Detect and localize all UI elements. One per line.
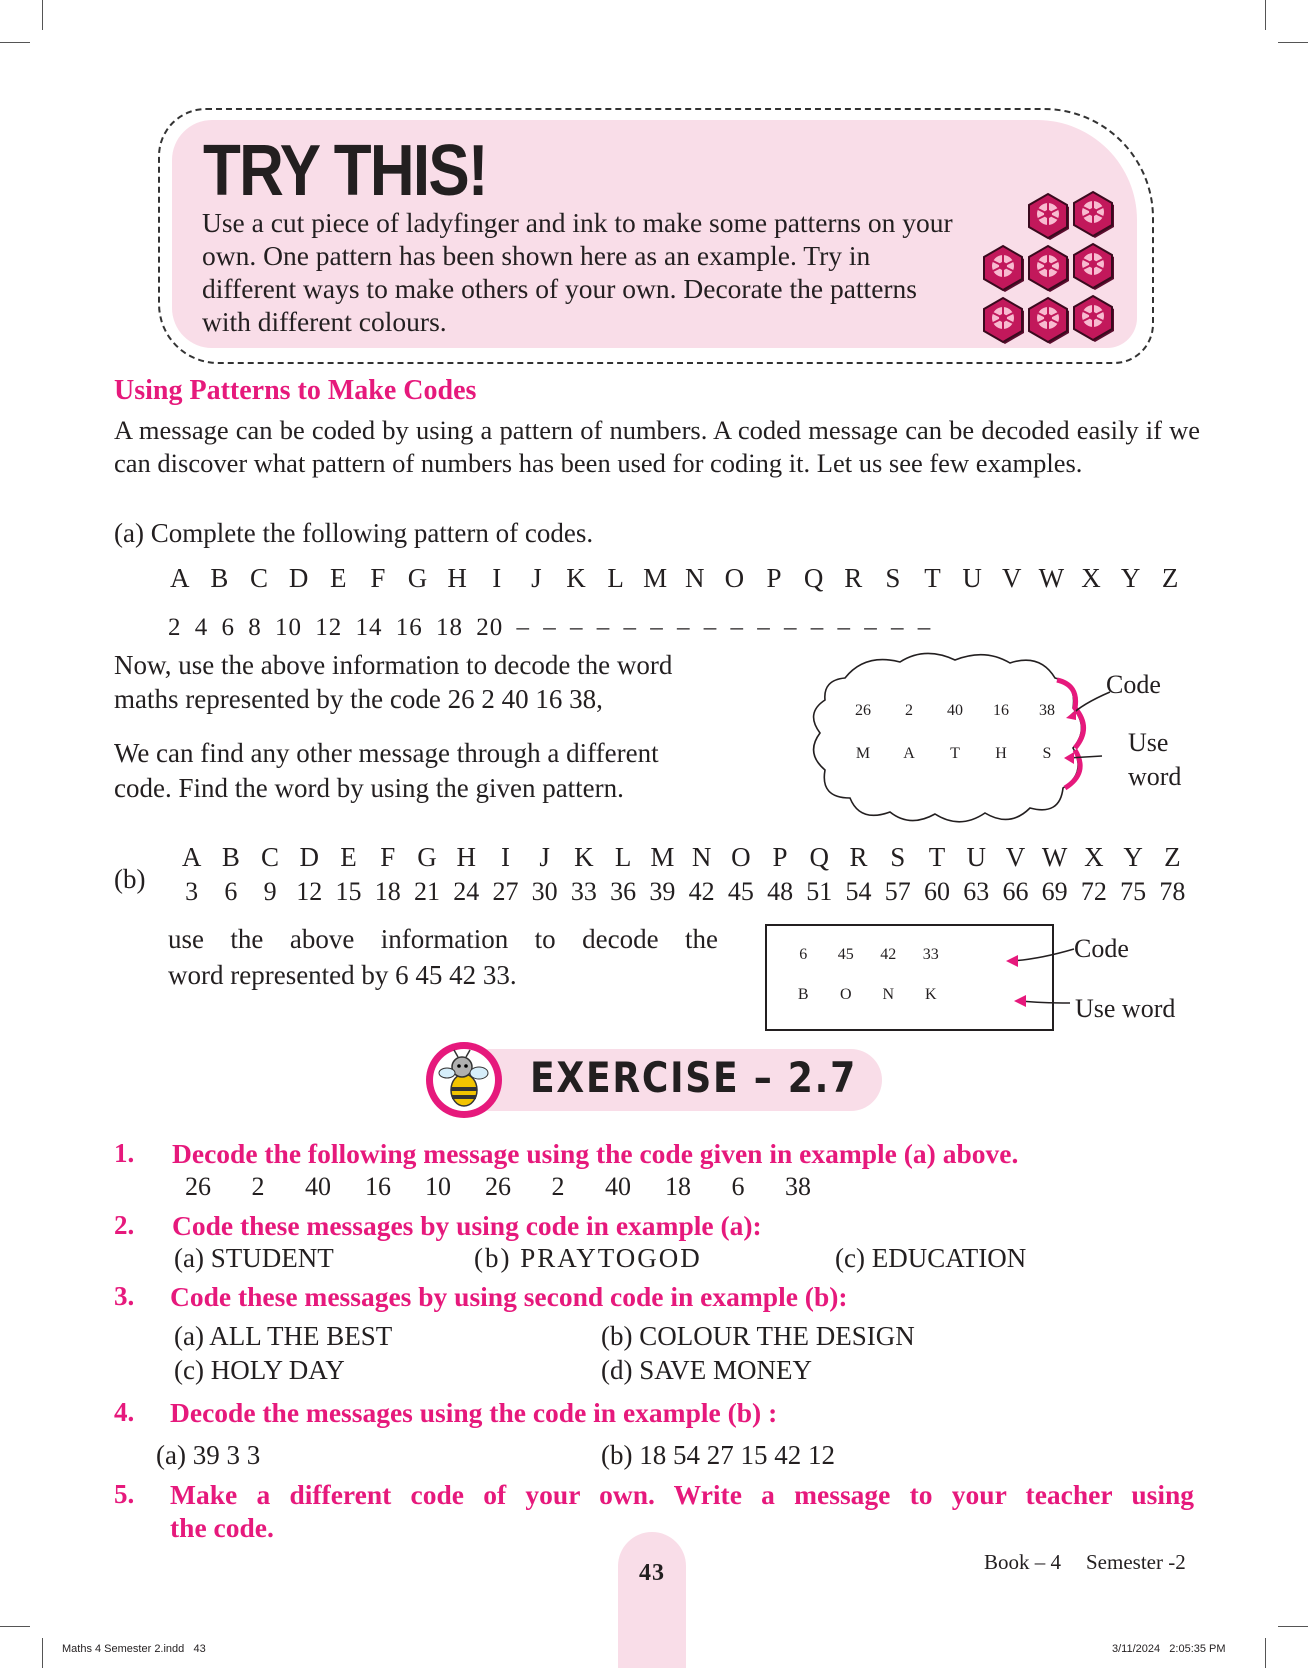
q1-code: 6 [731, 1172, 745, 1201]
code-b-number: 45 [727, 877, 754, 906]
code-b-letter: G [417, 842, 437, 872]
cloud-code: 40 [947, 702, 963, 719]
q1-code: 40 [305, 1172, 331, 1201]
crop-mark [0, 42, 30, 43]
box-letter: K [924, 986, 937, 1003]
code-b-number: 21 [413, 877, 440, 906]
q3-d: (d) SAVE MONEY [601, 1355, 813, 1385]
code-b-number: 54 [845, 877, 872, 906]
cloud-code: 16 [993, 702, 1009, 719]
q4-a: (a) 39 3 3 [156, 1440, 261, 1470]
q1-code: 38 [785, 1172, 811, 1201]
code-a-letter: L [607, 563, 624, 593]
footer-timestamp: 3/11/2024 2:05:35 PM [1112, 1643, 1226, 1655]
box-code: 6 [799, 946, 808, 963]
code-a-letter: O [724, 563, 745, 593]
code-a-letters [160, 563, 1190, 599]
crop-mark [0, 1626, 30, 1627]
box-codes [782, 946, 952, 978]
q2-c: (c) EDUCATION [835, 1243, 1027, 1273]
code-b-number: 9 [263, 877, 277, 906]
cloud-letter: T [950, 745, 960, 762]
crop-mark [42, 0, 43, 30]
cloud-shape [805, 648, 1095, 830]
code-a-letter: Q [803, 563, 824, 593]
q5-text-line1: Make a different code of your own. Write a message to your teacher using [170, 1479, 1194, 1510]
crop-mark [42, 1638, 43, 1668]
code-a-letter: V [1001, 563, 1022, 593]
q1-codes [168, 1172, 828, 1204]
footer-book: Book – 4 [984, 1550, 1062, 1574]
code-b-letter: J [539, 842, 550, 872]
q4-number: 4. [114, 1397, 135, 1427]
code-b-letter: S [890, 842, 906, 872]
code-b-letter: Z [1164, 842, 1181, 872]
code-a-letter: J [531, 563, 542, 593]
code-b-number: 30 [531, 877, 558, 906]
code-a-letter: D [288, 563, 309, 593]
footer-semester: Semester -2 [1086, 1550, 1186, 1574]
code-b-letter: L [614, 842, 632, 872]
cloud-letter: A [903, 745, 915, 762]
code-b-number: 48 [767, 877, 794, 906]
code-b-numbers [172, 877, 1192, 911]
q1-code: 2 [551, 1172, 565, 1201]
code-a-letter: B [210, 563, 229, 593]
code-b-letter: K [574, 842, 594, 872]
box-letter: O [839, 986, 852, 1003]
q3-b: (b) COLOUR THE DESIGN [601, 1321, 915, 1351]
cloud-letter: H [995, 745, 1007, 762]
code-b-number: 36 [610, 877, 637, 906]
code-b-number: 60 [923, 877, 950, 906]
code-b-number: 57 [884, 877, 911, 906]
q5-text-line2: the code. [170, 1512, 274, 1543]
code-a-letter: W [1038, 563, 1065, 593]
box-letter: B [797, 986, 809, 1003]
footer-file: Maths 4 Semester 2.indd 43 [62, 1643, 206, 1655]
code-b-number: 72 [1080, 877, 1107, 906]
box-label-code: Code [1074, 934, 1129, 963]
box-letters [782, 986, 952, 1018]
code-b-letter: X [1084, 842, 1104, 872]
code-b-letter: I [500, 842, 510, 872]
q2-text: Code these messages by using code in example (a): [172, 1210, 762, 1241]
q1-code: 18 [665, 1172, 691, 1201]
q2-number: 2. [114, 1210, 135, 1240]
code-b-letter: T [928, 842, 946, 872]
code-a-letter: X [1081, 563, 1101, 593]
code-b-letter: Q [809, 842, 830, 872]
q2-a: (a) STUDENT [174, 1243, 334, 1273]
cloud-label-word: word [1128, 762, 1182, 791]
code-b-number: 42 [688, 877, 715, 906]
code-a-numbers: 2 4 6 8 10 12 14 16 18 20 – – – – – – – – – – – – – – – – [168, 614, 932, 641]
box-letter: N [882, 986, 895, 1003]
try-this-title: TRY THIS! [203, 131, 487, 211]
ladyfinger-print-icon [965, 190, 1115, 360]
code-a-letter: N [685, 563, 705, 593]
code-b-letter: R [849, 842, 868, 872]
cloud-codes [840, 702, 1070, 734]
code-b-number: 24 [453, 877, 480, 906]
q1-code: 26 [185, 1172, 211, 1201]
cloud-letters [840, 745, 1070, 777]
q1-code: 40 [605, 1172, 631, 1201]
code-b-letter: V [1005, 842, 1026, 872]
q3-a: (a) ALL THE BEST [174, 1321, 393, 1351]
code-a-letter: H [447, 563, 467, 593]
code-a-letter: I [492, 563, 502, 593]
section-heading: Using Patterns to Make Codes [114, 375, 477, 406]
decode-text-line1: Now, use the above information to decode the word [114, 650, 673, 680]
code-b-number: 18 [374, 877, 401, 906]
code-b-number: 78 [1159, 877, 1186, 906]
cloud-letter: M [855, 745, 871, 762]
box-code: 42 [880, 946, 897, 963]
crop-mark [1278, 42, 1308, 43]
code-b-number: 66 [1002, 877, 1029, 906]
q3-number: 3. [114, 1281, 135, 1311]
code-b-number: 75 [1120, 877, 1147, 906]
q1-code: 26 [485, 1172, 511, 1201]
code-b-letter: D [299, 842, 320, 872]
code-a-letter: F [370, 563, 386, 593]
box-code: 33 [922, 946, 939, 963]
crop-mark [1278, 1626, 1308, 1627]
crop-mark [1265, 1638, 1266, 1668]
box-code: 45 [837, 946, 854, 963]
box-arrows [1000, 935, 1080, 1015]
code-b-letter: H [456, 842, 476, 872]
code-b-number: 27 [492, 877, 519, 906]
code-b-number: 51 [806, 877, 833, 906]
cloud-code: 26 [855, 702, 871, 719]
try-this-text: Use a cut piece of ladyfinger and ink to make some patterns on your own. One pattern has been shown here as an example. Try in different ways to make others of your own. Decorate the patterns with different colours. [202, 207, 953, 337]
page-number-tab [618, 1532, 686, 1668]
cloud-code: 38 [1039, 702, 1055, 719]
code-a-letter: U [962, 563, 982, 593]
q3-c: (c) HOLY DAY [174, 1355, 345, 1385]
q1-code: 2 [251, 1172, 265, 1201]
code-a-letter: E [330, 563, 347, 593]
code-b-letter: U [966, 842, 986, 872]
decode-text-line3: We can find any other message through a different [114, 738, 659, 768]
page-number: 43 [639, 1560, 665, 1586]
code-b-letter: P [772, 842, 788, 872]
cloud-arrows [1062, 690, 1132, 770]
intro-paragraph: A message can be coded by using a pattern of numbers. A coded message can be decoded easily if we can discover what pattern of numbers has been used for coding it. Let us see few examples. [114, 415, 1200, 478]
code-b-letters [172, 842, 1192, 876]
code-a-letter: S [885, 563, 901, 593]
code-a-letter: T [924, 563, 941, 593]
code-b-letter: A [181, 842, 202, 872]
code-b-letter: O [731, 842, 751, 872]
q1-code: 10 [425, 1172, 451, 1201]
code-a-letter: M [643, 563, 668, 593]
q4-text: Decode the messages using the code in example (b) : [170, 1397, 778, 1428]
code-b-number: 33 [570, 877, 597, 906]
decode-text-line2: maths represented by the code 26 2 40 16 38, [114, 684, 603, 714]
q2-b: (b) PRAYTOGOD [474, 1243, 702, 1273]
code-b-number: 12 [296, 877, 323, 906]
cloud-label-code: Code [1106, 670, 1161, 699]
code-b-letter: C [261, 842, 280, 872]
box-label-use-word: Use word [1075, 994, 1176, 1023]
code-a-letter: K [566, 563, 586, 593]
code-b-text-line1: use the above information to decode the [168, 924, 718, 954]
code-b-number: 69 [1041, 877, 1068, 906]
cloud-code: 2 [905, 702, 913, 719]
code-b-number: 15 [335, 877, 362, 906]
code-b-letter: F [380, 842, 396, 872]
code-b-letter: W [1041, 842, 1068, 872]
code-b-text-line2: word represented by 6 45 42 33. [168, 960, 517, 990]
code-a-letter: Z [1161, 563, 1179, 593]
q1-text: Decode the following message using the code given in example (a) above. [172, 1138, 1019, 1169]
cloud-label-use: Use [1128, 728, 1169, 757]
code-b-label: (b) [114, 864, 146, 894]
code-a-letter: Y [1120, 563, 1141, 593]
bee-icon [424, 1040, 504, 1120]
code-b-number: 63 [963, 877, 990, 906]
decode-text-line4: code. Find the word by using the given pattern. [114, 773, 624, 803]
code-b-letter: M [650, 842, 675, 872]
code-b-letter: Y [1123, 842, 1143, 872]
code-a-letter: P [766, 563, 782, 593]
q1-code: 16 [365, 1172, 391, 1201]
q4-b: (b) 18 54 27 15 42 12 [601, 1440, 835, 1470]
code-b-letter: B [221, 842, 240, 872]
code-b-number: 3 [185, 877, 199, 906]
q3-text: Code these messages by using second code in example (b): [170, 1281, 848, 1312]
code-a-letter: G [407, 563, 428, 593]
q5-number: 5. [114, 1479, 135, 1509]
exercise-title: EXERCISE – 2.7 [530, 1053, 857, 1102]
q1-number: 1. [114, 1138, 135, 1168]
code-b-letter: E [340, 842, 357, 872]
code-b-number: 39 [649, 877, 676, 906]
code-a-letter: C [250, 563, 269, 593]
crop-mark [1265, 0, 1266, 30]
code-a-letter: R [844, 563, 863, 593]
cloud-letter: S [1042, 745, 1052, 762]
example-a-label: (a) Complete the following pattern of codes. [114, 518, 594, 548]
code-b-letter: N [691, 842, 712, 872]
code-a-letter: A [170, 563, 190, 593]
code-b-number: 6 [224, 877, 238, 906]
